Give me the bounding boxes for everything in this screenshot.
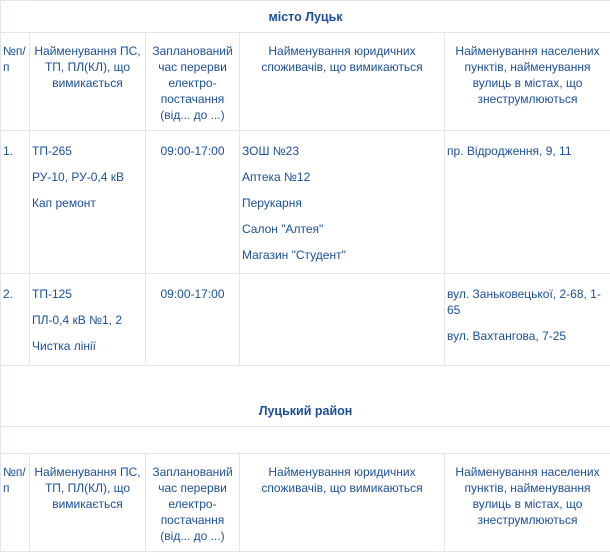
object-cell — [30, 274, 146, 366]
header-streets: Найменування населених пунктів, найменування вулиць в містах, що знеструмлюються — [445, 33, 610, 131]
time-cell: 09:00-17:00 — [146, 131, 240, 274]
time-cell: 09:00-17:00 — [146, 274, 240, 366]
spacer-cell — [1, 427, 610, 454]
object-line: Чистка лінії — [32, 338, 143, 354]
section-title-row — [1, 396, 610, 427]
spacer-row — [1, 427, 610, 454]
street-line: пр. Відродження, 9, 11 — [447, 143, 608, 159]
streets-cell — [445, 131, 610, 274]
object-line: ТП-265 — [32, 143, 143, 159]
header-consumers: Найменування юридичних споживачів, що вимикаються — [240, 454, 445, 552]
header-time: Запланований час перерви електро-постачання (від... до ...) — [146, 454, 240, 552]
table-row — [1, 274, 610, 366]
header-number: №п/п — [1, 454, 30, 552]
header-number: №п/п — [1, 33, 30, 131]
object-line: ПЛ-0,4 кВ №1, 2 — [32, 312, 143, 328]
street-line: вул. Заньковецької, 2-68, 1-65 — [447, 286, 608, 318]
header-consumers: Найменування юридичних споживачів, що вимикаються — [240, 33, 445, 131]
consumer-line: Магазин "Студент" — [242, 247, 442, 263]
object-line: ТП-125 — [32, 286, 143, 302]
object-line: Кап ремонт — [32, 195, 143, 211]
consumer-line: Салон "Алтея" — [242, 221, 442, 237]
spacer-row — [1, 366, 610, 397]
header-streets: Найменування населених пунктів, найменування вулиць в містах, що знеструмлюються — [445, 454, 610, 552]
consumer-line: Аптека №12 — [242, 169, 442, 185]
row-number: 2. — [1, 274, 30, 366]
header-object: Найменування ПС, ТП, ПЛ(КЛ), що вимикається — [30, 454, 146, 552]
header-time: Запланований час перерви електро-постачання (від... до ...) — [146, 33, 240, 131]
object-cell — [30, 131, 146, 274]
streets-cell — [445, 274, 610, 366]
consumers-cell — [240, 131, 445, 274]
row-number: 1. — [1, 131, 30, 274]
table-row — [1, 131, 610, 274]
spacer-cell — [1, 366, 610, 397]
header-row — [1, 454, 610, 552]
header-object: Найменування ПС, ТП, ПЛ(КЛ), що вимикається — [30, 33, 146, 131]
object-line: РУ-10, РУ-0,4 кВ — [32, 169, 143, 185]
section-title: місто Луцьк — [1, 1, 610, 33]
consumer-line: ЗОШ №23 — [242, 143, 442, 159]
section-title-row — [1, 1, 610, 33]
consumers-cell — [240, 274, 445, 366]
header-row — [1, 33, 610, 131]
consumer-line: Перукарня — [242, 195, 442, 211]
section-title: Луцький район — [1, 396, 610, 427]
street-line: вул. Вахтангова, 7-25 — [447, 328, 608, 344]
